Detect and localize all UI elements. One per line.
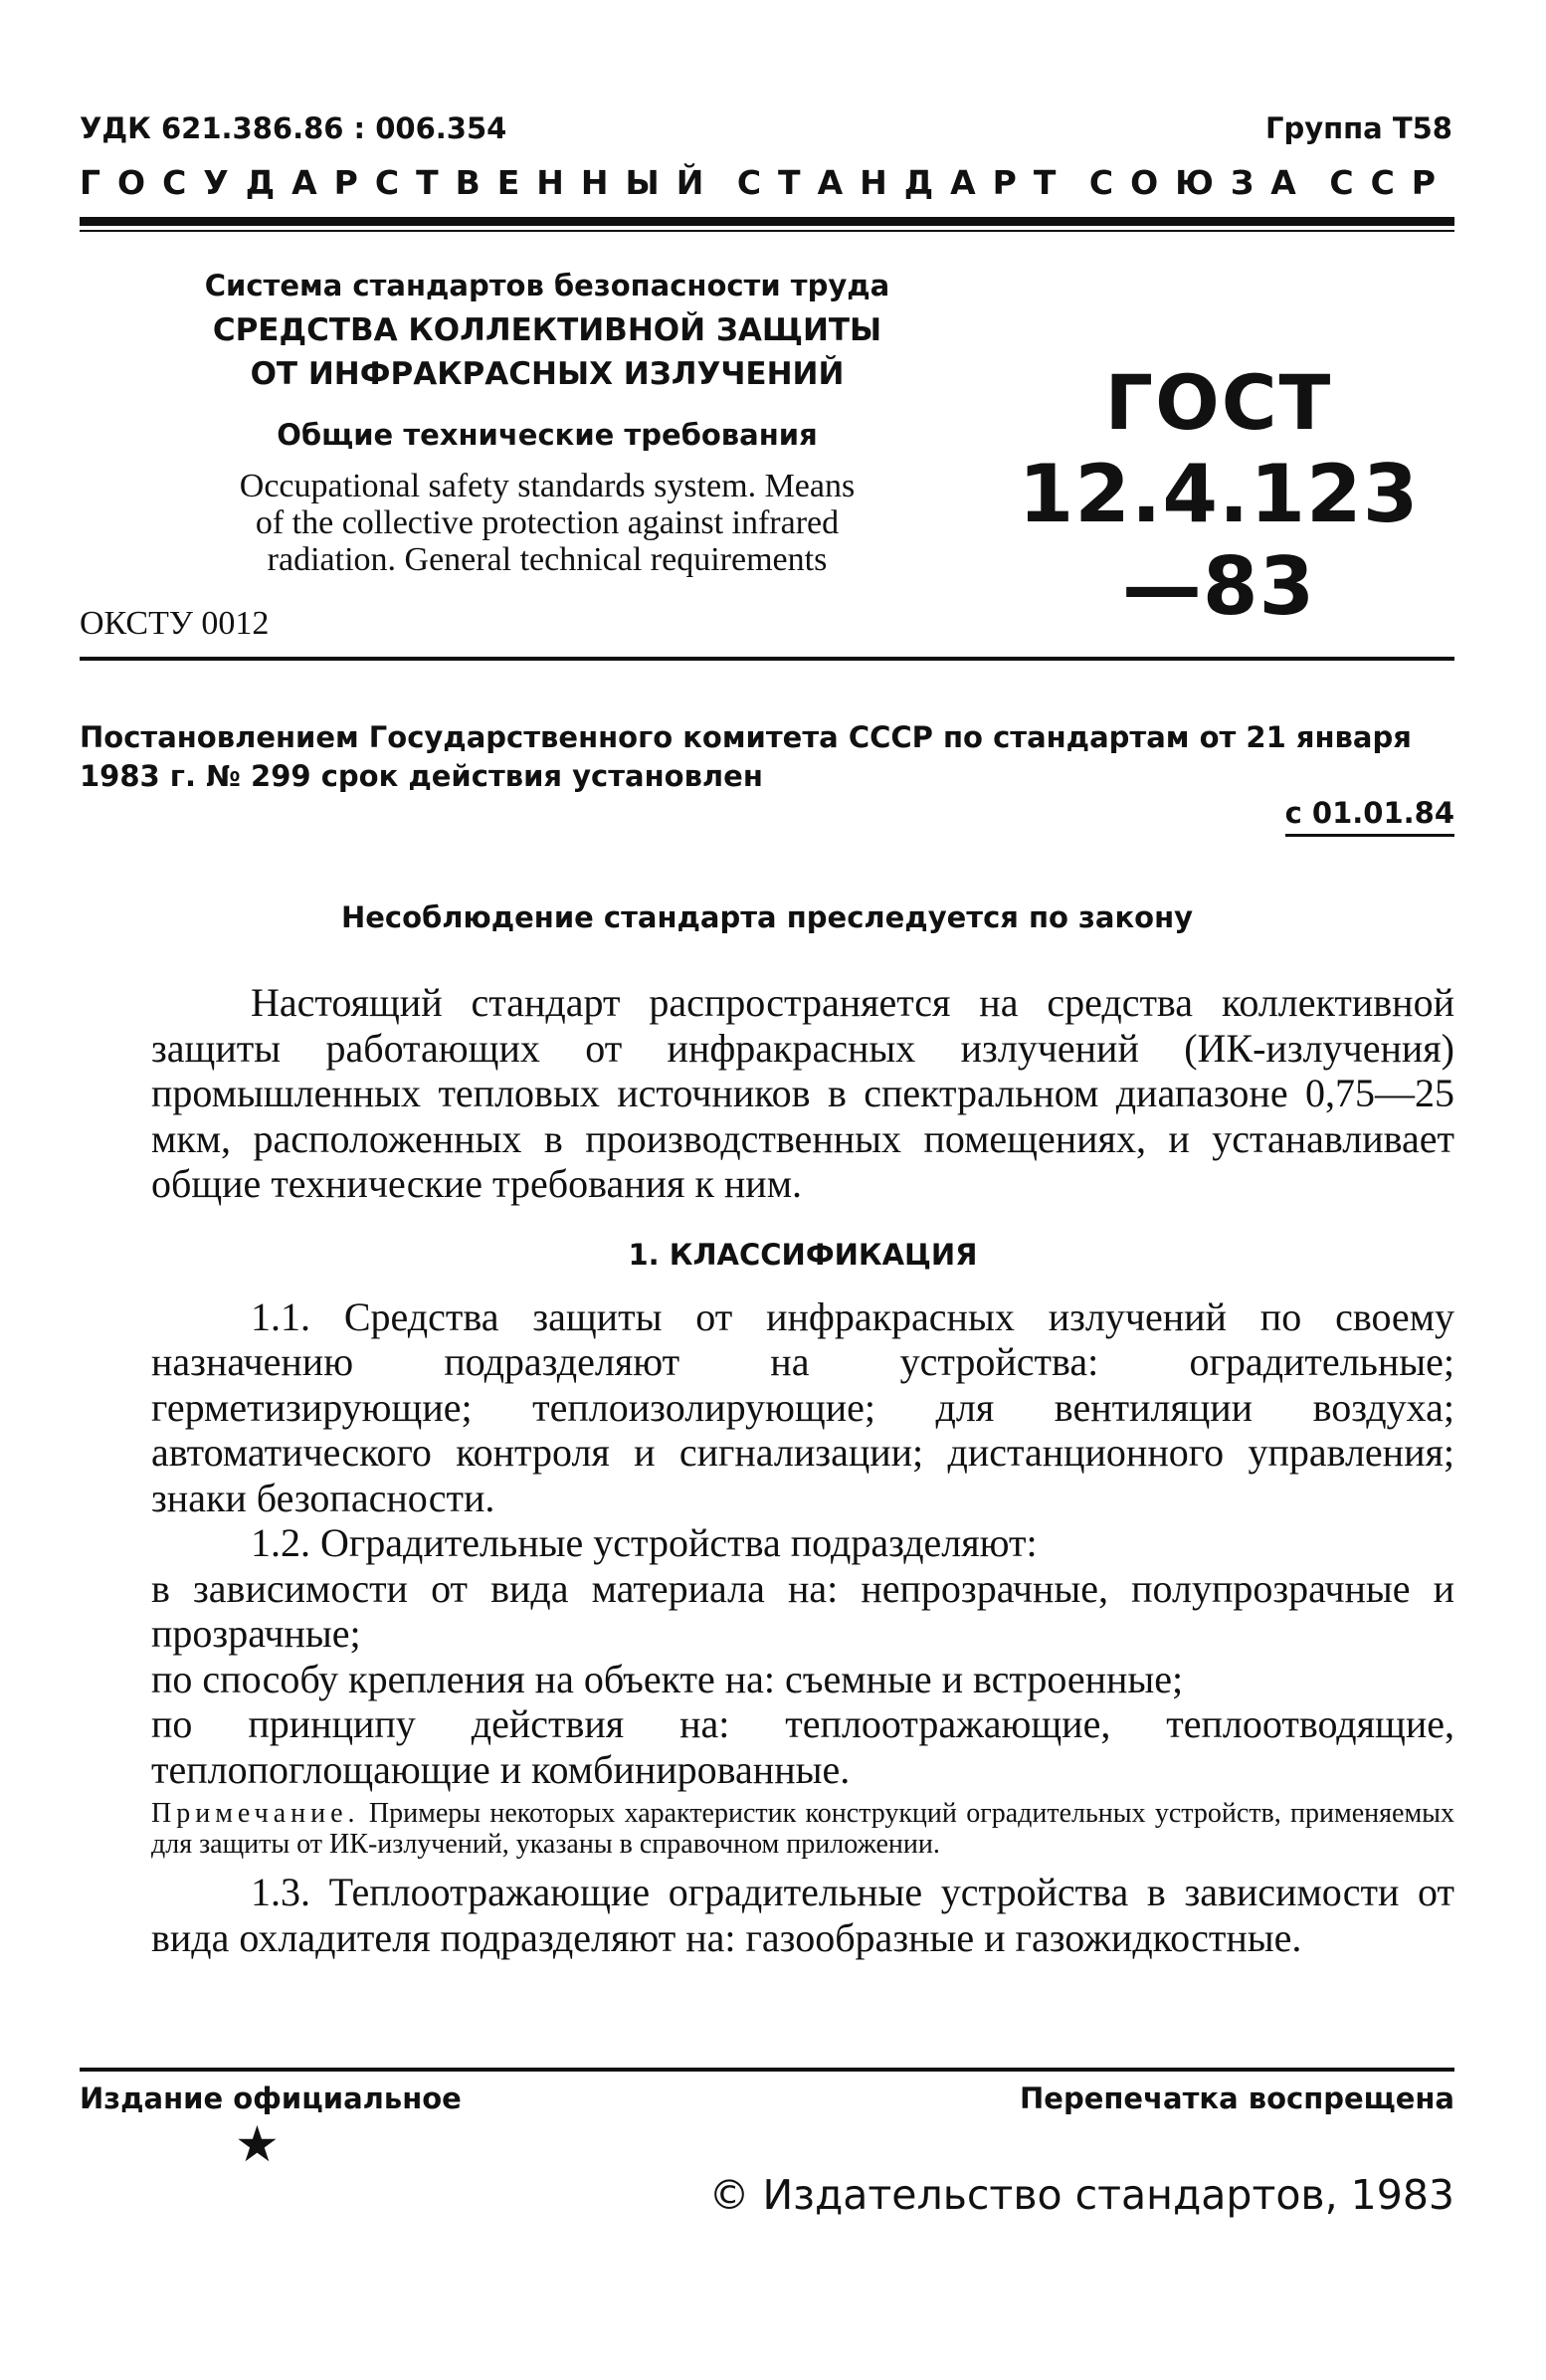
footer-rule: [80, 2068, 1454, 2072]
paragraph-1-2-c: по принципу действия на: теплоотражающие, теплоотводящие, теплопоглощающие и комбинированные.: [151, 1701, 1454, 1792]
main-title-line-1: СРЕДСТВА КОЛЛЕКТИВНОЙ ЗАЩИТЫ: [212, 312, 882, 348]
intro-paragraph: Настоящий стандарт распространяется на средства коллективной защиты работающих от инфракрасных излучений (ИК-излучения) промышленных тепловых источников в спектральном диапазоне 0,75—25 мкм, расположенных в производственных помещениях, и устанавливает общие технические требования к ним.: [151, 980, 1454, 1206]
english-title-line-3: radiation. General technical requirements: [267, 541, 828, 578]
decree-line-1: Постановлением Государственного комитета СССР по стандартам от 21 января: [80, 720, 1412, 754]
effective-date: с 01.01.84: [1285, 796, 1454, 837]
star-icon: ★: [235, 2116, 280, 2172]
banner-word-2: СТАНДАРТ: [736, 163, 1073, 202]
decree-text: [80, 718, 1454, 796]
gost-label: ГОСТ: [1104, 358, 1333, 447]
body-text: [151, 980, 1454, 1960]
gost-number: 12.4.123—83: [1018, 448, 1420, 633]
okstu-code: ОКСТУ 0012: [80, 605, 270, 642]
paragraph-1-1: 1.1. Средства защиты от инфракрасных излучений по своему назначению подразделяют на устройства: оградительные; герметизирующие; теплоизолирующие; для вентиляции воздуха; автоматического контроля и сигнализации; дистанционного управления; знаки безопасности.: [151, 1293, 1454, 1520]
header-rule-thick: [80, 217, 1454, 226]
banner-word-4: ССР: [1329, 163, 1452, 202]
state-standard-banner: [80, 163, 1452, 202]
system-title: Система стандартов безопасности труда: [204, 269, 890, 302]
note-text: Примеры некоторых характеристик конструкций оградительных устройств, применяемых для защиты от ИК-излучений, указаны в справочном приложении.: [151, 1798, 1454, 1860]
paragraph-1-3: 1.3. Теплоотражающие оградительные устройства в зависимости от вида охладителя подразделяют на: газообразные и газожидкостные.: [151, 1870, 1454, 1960]
banner-word-3: СОЮЗА: [1088, 163, 1313, 202]
paragraph-1-2-a: в зависимости от вида материала на: непрозрачные, полупрозрачные и прозрачные;: [151, 1565, 1454, 1656]
english-title-line-2: of the collective protection against infrared: [255, 504, 840, 541]
section-1-heading: 1. КЛАССИФИКАЦИЯ: [628, 1237, 978, 1272]
paragraph-1-2: 1.2. Оградительные устройства подразделяют:: [251, 1520, 1038, 1565]
main-title-line-2: ОТ ИНФРАКРАСНЫХ ИЗЛУЧЕНИЙ: [250, 356, 845, 392]
group-code: Группа Т58: [1264, 111, 1452, 145]
copyright: © Издательство стандартов, 1983: [708, 2171, 1454, 2219]
note-label: Примечание.: [151, 1798, 360, 1829]
header-rule-thin: [80, 230, 1454, 232]
subtitle: Общие технические требования: [277, 418, 818, 452]
title-block: [149, 269, 945, 578]
decree-line-2: 1983 г. № 299 срок действия установлен: [80, 759, 763, 793]
reprint-prohibited: Перепечатка воспрещена: [1020, 2082, 1454, 2115]
udk-code: УДК 621.386.86 : 006.354: [80, 111, 507, 145]
title-rule: [80, 657, 1454, 661]
paragraph-1-2-b: по способу крепления на объекте на: съемные и встроенные;: [151, 1656, 1184, 1701]
english-title-line-1: Occupational safety standards system. Means: [239, 468, 856, 504]
official-edition: Издание официальное: [80, 2082, 462, 2115]
note: [151, 1798, 1454, 1860]
legal-warning: Несоблюдение стандарта преследуется по закону: [340, 900, 1194, 934]
banner-word-1: ГОСУДАРСТВЕННЫЙ: [80, 163, 721, 202]
